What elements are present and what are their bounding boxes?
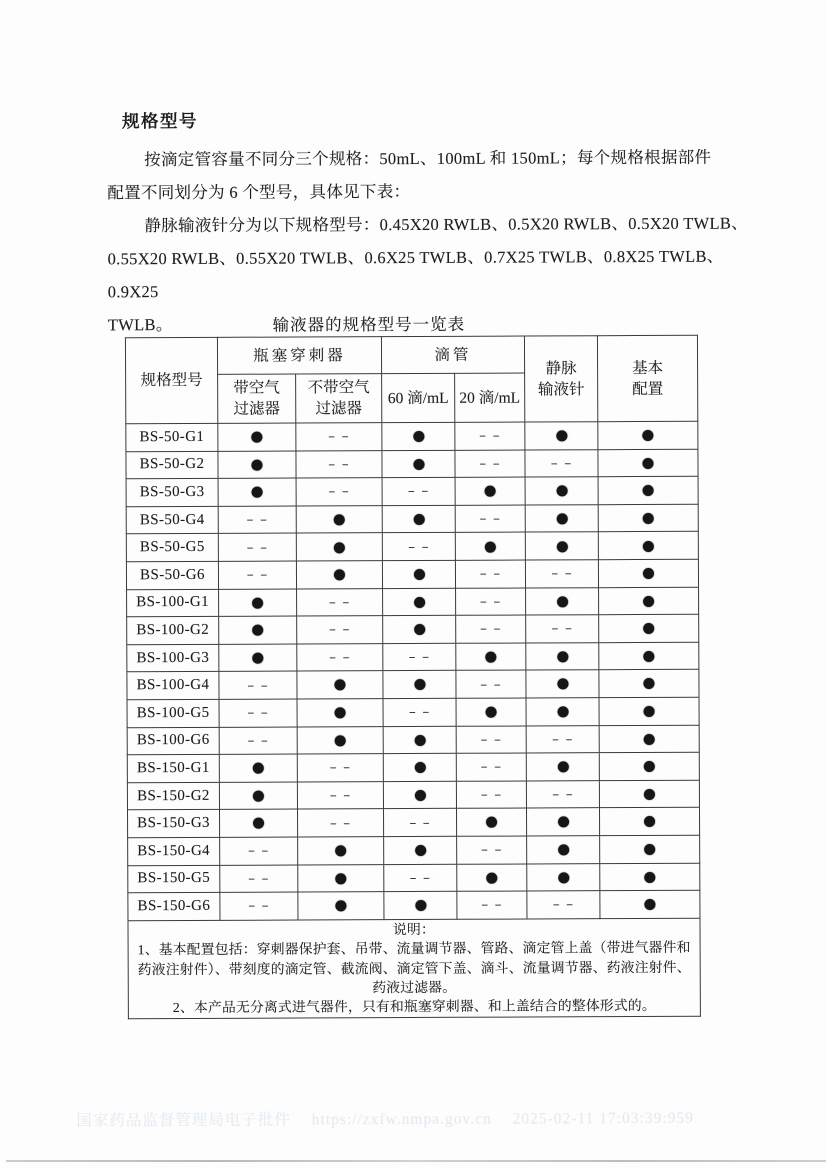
included-dot-icon	[414, 597, 425, 608]
included-dot-icon	[557, 706, 568, 717]
table-row	[127, 642, 699, 672]
config-included-cell	[220, 809, 298, 837]
config-included-cell	[219, 754, 297, 782]
config-included-cell	[456, 698, 526, 726]
excluded-dash: – –	[328, 456, 350, 473]
config-included-cell	[526, 753, 599, 781]
included-dot-icon	[558, 872, 569, 883]
config-included-cell	[598, 449, 698, 477]
excluded-dash: – –	[551, 565, 573, 582]
config-included-cell	[599, 780, 699, 808]
config-excluded-cell	[384, 864, 457, 892]
table-row	[126, 449, 698, 479]
config-excluded-cell	[456, 753, 526, 781]
config-included-cell	[383, 781, 456, 809]
included-dot-icon	[253, 790, 264, 801]
config-included-cell	[296, 561, 382, 589]
included-dot-icon	[642, 458, 653, 469]
excluded-dash: – –	[328, 594, 351, 611]
config-included-cell	[599, 752, 699, 780]
excluded-dash: – –	[408, 704, 431, 721]
excluded-dash: – –	[481, 897, 503, 914]
included-dot-icon	[485, 652, 496, 663]
included-dot-icon	[643, 540, 654, 551]
config-included-cell	[384, 836, 457, 864]
config-included-cell	[218, 478, 296, 506]
model-cell: BS-150-G1	[127, 754, 219, 782]
excluded-dash: – –	[550, 455, 573, 472]
included-dot-icon	[413, 514, 424, 525]
included-dot-icon	[414, 624, 425, 635]
included-dot-icon	[644, 734, 655, 745]
model-cell: BS-150-G3	[128, 810, 220, 838]
excluded-dash: – –	[479, 511, 502, 528]
config-excluded-cell	[219, 699, 297, 727]
config-included-cell	[383, 726, 456, 754]
config-included-cell	[383, 671, 456, 699]
included-dot-icon	[413, 459, 424, 470]
config-included-cell	[457, 808, 527, 836]
config-excluded-cell	[297, 616, 383, 644]
config-excluded-cell	[525, 560, 598, 588]
table-row	[127, 752, 699, 782]
config-excluded-cell	[527, 891, 600, 919]
excluded-dash: – –	[409, 814, 431, 831]
config-included-cell	[457, 864, 527, 892]
model-cell: BS-100-G5	[127, 699, 219, 727]
excluded-dash: – –	[248, 870, 270, 887]
config-included-cell	[382, 505, 455, 533]
config-included-cell	[527, 863, 600, 891]
included-dot-icon	[644, 899, 655, 910]
table-notes: 说明： 1、基本配置包括：穿刺器保护套、吊带、流量调节器、管路、滴定管上盖（带进气器件和 药液注射件）、带刻度的滴定管、截流阀、滴定管下盖、滴斗、流量调节器、药液注射件、 药液过滤器。 2、本产品无分离式进气器件，只有和瓶塞穿刺器、和上盖结合的整体形式的。	[128, 918, 700, 1019]
paragraph-needle-specs: 静脉输液针分为以下规格型号：0.45X20 RWLB、0.5X20 RWLB、0.5X20 TWLB、 0.55X20 RWLB、0.55X20 TWLB、0.6X25 TWLB、0.7X25 TWLB、0.8X25 TWLB、0.9X25 TWLB。	[107, 213, 748, 335]
included-dot-icon	[643, 596, 654, 607]
included-dot-icon	[334, 542, 345, 553]
config-excluded-cell	[526, 725, 599, 753]
excluded-dash: – –	[551, 621, 574, 638]
included-dot-icon	[486, 817, 497, 828]
config-included-cell	[599, 642, 699, 670]
config-excluded-cell	[220, 837, 298, 865]
included-dot-icon	[335, 707, 346, 718]
excluded-dash: – –	[408, 649, 431, 666]
config-included-cell	[382, 450, 455, 478]
table-row	[127, 780, 699, 810]
included-dot-icon	[485, 541, 496, 552]
config-excluded-cell	[455, 450, 525, 478]
included-dot-icon	[557, 679, 568, 690]
included-dot-icon	[335, 845, 346, 856]
included-dot-icon	[643, 623, 654, 634]
spec-table-header	[125, 335, 697, 423]
included-dot-icon	[643, 568, 654, 579]
config-included-cell	[298, 837, 384, 865]
excluded-dash: – –	[328, 484, 350, 501]
config-excluded-cell	[297, 643, 383, 671]
table-row	[126, 532, 698, 562]
config-included-cell	[600, 890, 700, 918]
model-cell: BS-100-G6	[127, 727, 219, 755]
excluded-dash: – –	[329, 787, 352, 804]
included-dot-icon	[644, 844, 655, 855]
included-dot-icon	[251, 432, 262, 443]
config-excluded-cell	[456, 615, 526, 643]
nmpa-watermark	[76, 1105, 776, 1130]
config-excluded-cell	[383, 643, 456, 671]
config-included-cell	[527, 808, 600, 836]
config-excluded-cell	[384, 809, 457, 837]
config-included-cell	[527, 836, 600, 864]
included-dot-icon	[334, 514, 345, 525]
included-dot-icon	[644, 761, 655, 772]
included-dot-icon	[643, 651, 654, 662]
included-dot-icon	[413, 431, 424, 442]
excluded-dash: – –	[329, 649, 351, 666]
config-included-cell	[218, 423, 296, 451]
config-included-cell	[525, 477, 598, 505]
table-row	[127, 697, 699, 727]
included-dot-icon	[414, 762, 425, 773]
table-row	[126, 476, 698, 506]
config-excluded-cell	[296, 450, 382, 478]
included-dot-icon	[644, 816, 655, 827]
model-cell: BS-100-G2	[127, 617, 219, 645]
excluded-dash: – –	[479, 455, 501, 472]
config-included-cell	[219, 782, 297, 810]
included-dot-icon	[556, 430, 567, 441]
included-dot-icon	[558, 817, 569, 828]
included-dot-icon	[556, 541, 567, 552]
included-dot-icon	[252, 653, 263, 664]
watermark-url: https://zxfw.nmpa.gov.cn	[311, 1110, 492, 1129]
model-cell: BS-50-G5	[126, 534, 218, 562]
included-dot-icon	[643, 513, 654, 524]
config-excluded-cell	[297, 809, 383, 837]
config-included-cell	[599, 670, 699, 698]
excluded-dash: – –	[408, 538, 430, 556]
config-included-cell	[600, 863, 700, 891]
config-excluded-cell	[218, 533, 296, 561]
config-excluded-cell	[297, 781, 383, 809]
excluded-dash: – –	[246, 567, 269, 584]
model-cell: BS-50-G4	[126, 506, 218, 534]
config-excluded-cell	[457, 836, 527, 864]
spec-table-body	[126, 421, 700, 920]
header-without-air-filter: 不带空气 过滤器	[296, 374, 382, 423]
config-included-cell	[219, 644, 297, 672]
config-included-cell	[598, 504, 698, 532]
excluded-dash: – –	[480, 731, 502, 748]
config-excluded-cell	[220, 865, 298, 893]
watermark-timestamp: 2025-02-11 17:03:39:959	[512, 1109, 694, 1128]
included-dot-icon	[415, 900, 426, 911]
included-dot-icon	[642, 430, 653, 441]
config-excluded-cell	[383, 698, 456, 726]
included-dot-icon	[643, 678, 654, 689]
config-excluded-cell	[296, 478, 382, 506]
included-dot-icon	[557, 596, 568, 607]
config-included-cell	[219, 589, 297, 617]
config-included-cell	[598, 476, 698, 504]
excluded-dash: – –	[480, 786, 503, 804]
section-heading: 规格型号	[121, 110, 199, 132]
config-included-cell	[382, 422, 455, 450]
config-included-cell	[599, 614, 699, 642]
model-cell: BS-150-G2	[127, 782, 219, 810]
config-excluded-cell	[456, 670, 526, 698]
excluded-dash: – –	[247, 732, 269, 749]
included-dot-icon	[335, 873, 346, 884]
config-included-cell	[383, 588, 456, 616]
excluded-dash: – –	[552, 786, 574, 803]
table-row	[126, 421, 698, 451]
config-included-cell	[526, 587, 599, 615]
model-cell: BS-100-G3	[127, 644, 219, 672]
config-included-cell	[297, 726, 383, 754]
config-included-cell	[296, 533, 382, 561]
excluded-dash: – –	[480, 842, 503, 859]
table-row	[128, 835, 700, 865]
config-excluded-cell	[526, 780, 599, 808]
config-included-cell	[525, 422, 598, 450]
config-included-cell	[219, 616, 297, 644]
config-included-cell	[526, 642, 599, 670]
excluded-dash: – –	[479, 566, 502, 583]
config-excluded-cell	[525, 449, 598, 477]
included-dot-icon	[557, 651, 568, 662]
included-dot-icon	[644, 789, 655, 800]
config-included-cell	[598, 421, 698, 449]
included-dot-icon	[644, 706, 655, 717]
excluded-dash: – –	[480, 759, 503, 776]
included-dot-icon	[414, 679, 425, 690]
config-excluded-cell	[218, 561, 296, 589]
header-drip-group: 滴管	[381, 336, 524, 374]
excluded-dash: – –	[247, 843, 270, 860]
header-iv-needle: 静脉 输液针	[524, 336, 597, 422]
included-dot-icon	[556, 513, 567, 524]
table-row	[128, 890, 700, 920]
included-dot-icon	[643, 485, 654, 496]
excluded-dash: – –	[552, 897, 575, 914]
config-included-cell	[525, 532, 598, 560]
included-dot-icon	[252, 625, 263, 636]
included-dot-icon	[252, 597, 263, 608]
config-excluded-cell	[382, 533, 455, 561]
config-included-cell	[599, 725, 699, 753]
config-included-cell	[598, 559, 698, 587]
excluded-dash: – –	[247, 705, 269, 722]
table-row	[127, 614, 699, 644]
table-row	[127, 670, 699, 700]
model-cell: BS-50-G1	[126, 423, 218, 451]
config-included-cell	[455, 477, 525, 505]
config-included-cell	[456, 643, 526, 671]
intro-text-block	[107, 107, 752, 342]
table-title: 输液器的规格型号一览表	[272, 314, 466, 335]
included-dot-icon	[413, 569, 424, 580]
excluded-dash: – –	[246, 539, 269, 556]
table-row	[128, 863, 700, 893]
excluded-dash: – –	[409, 870, 432, 887]
included-dot-icon	[334, 680, 345, 691]
model-cell: BS-50-G6	[126, 561, 218, 589]
config-included-cell	[383, 753, 456, 781]
config-included-cell	[298, 864, 384, 892]
excluded-dash: – –	[247, 677, 269, 694]
excluded-dash: – –	[479, 428, 501, 445]
header-drip-20: 20 滴/mL	[455, 373, 525, 422]
config-included-cell	[600, 835, 700, 863]
excluded-dash: – –	[329, 760, 352, 777]
header-with-air-filter: 带空气 过滤器	[218, 374, 296, 423]
excluded-dash: – –	[328, 622, 351, 639]
config-excluded-cell	[218, 506, 296, 534]
table-row	[127, 725, 699, 755]
config-excluded-cell	[219, 671, 297, 699]
included-dot-icon	[556, 486, 567, 497]
config-included-cell	[297, 671, 383, 699]
excluded-dash: – –	[328, 428, 350, 445]
excluded-dash: – –	[551, 731, 574, 748]
included-dot-icon	[335, 735, 346, 746]
config-excluded-cell	[455, 422, 525, 450]
config-excluded-cell	[456, 726, 526, 754]
included-dot-icon	[253, 763, 264, 774]
config-excluded-cell	[219, 727, 297, 755]
spec-table	[125, 335, 701, 1019]
config-included-cell	[384, 891, 457, 919]
included-dot-icon	[644, 872, 655, 883]
excluded-dash: – –	[479, 593, 502, 610]
excluded-dash: – –	[479, 621, 502, 638]
included-dot-icon	[414, 735, 425, 746]
config-included-cell	[382, 560, 455, 588]
model-cell: BS-50-G2	[126, 451, 218, 479]
config-excluded-cell	[297, 754, 383, 782]
excluded-dash: – –	[246, 512, 268, 529]
included-dot-icon	[557, 762, 568, 773]
config-included-cell	[383, 615, 456, 643]
included-dot-icon	[486, 872, 497, 883]
header-piercer-group: 瓶塞穿刺器	[217, 337, 381, 375]
config-excluded-cell	[382, 478, 455, 506]
model-cell: BS-150-G4	[128, 837, 220, 865]
watermark-agency: 国家药品监督管理局电子批件	[76, 1111, 291, 1130]
excluded-dash: – –	[329, 815, 352, 832]
config-excluded-cell	[455, 560, 525, 588]
included-dot-icon	[485, 486, 496, 497]
table-row	[127, 587, 699, 617]
table-row	[128, 808, 700, 838]
config-included-cell	[455, 532, 525, 560]
excluded-dash: – –	[248, 898, 270, 915]
config-included-cell	[525, 504, 598, 532]
config-excluded-cell	[456, 588, 526, 616]
included-dot-icon	[252, 487, 263, 498]
config-included-cell	[598, 532, 698, 560]
table-row	[126, 559, 698, 589]
model-cell: BS-50-G3	[126, 479, 218, 507]
header-model: 规格型号	[125, 337, 217, 423]
config-excluded-cell	[456, 781, 526, 809]
model-cell: BS-100-G4	[127, 672, 219, 700]
excluded-dash: – –	[407, 483, 430, 500]
table-row	[126, 504, 698, 534]
included-dot-icon	[415, 845, 426, 856]
config-included-cell	[297, 699, 383, 727]
config-excluded-cell	[455, 505, 525, 533]
header-basic-config: 基本 配置	[597, 335, 697, 421]
paragraph-capacity-specs: 按滴定管容量不同分三个规格：50mL、100mL 和 150mL；每个规格根据部件 配置不同划分为 6 个型号，具体见下表：	[107, 147, 712, 203]
included-dot-icon	[414, 790, 425, 801]
config-included-cell	[296, 505, 382, 533]
included-dot-icon	[335, 901, 346, 912]
config-excluded-cell	[297, 588, 383, 616]
config-included-cell	[599, 697, 699, 725]
included-dot-icon	[486, 707, 497, 718]
config-included-cell	[526, 670, 599, 698]
scanner-edge-line	[6, 1160, 826, 1162]
included-dot-icon	[334, 569, 345, 580]
header-drip-60: 60 滴/mL	[382, 373, 455, 422]
config-excluded-cell	[526, 615, 599, 643]
config-included-cell	[526, 698, 599, 726]
model-cell: BS-100-G1	[127, 589, 219, 617]
config-included-cell	[599, 587, 699, 615]
included-dot-icon	[253, 818, 264, 829]
model-cell: BS-150-G5	[128, 865, 220, 893]
included-dot-icon	[558, 844, 569, 855]
included-dot-icon	[251, 459, 262, 470]
model-cell: BS-150-G6	[128, 892, 220, 920]
config-excluded-cell	[296, 423, 382, 451]
config-included-cell	[600, 808, 700, 836]
excluded-dash: – –	[480, 676, 502, 693]
config-included-cell	[298, 892, 384, 920]
config-excluded-cell	[457, 891, 527, 919]
config-excluded-cell	[220, 892, 298, 920]
config-included-cell	[218, 451, 296, 479]
